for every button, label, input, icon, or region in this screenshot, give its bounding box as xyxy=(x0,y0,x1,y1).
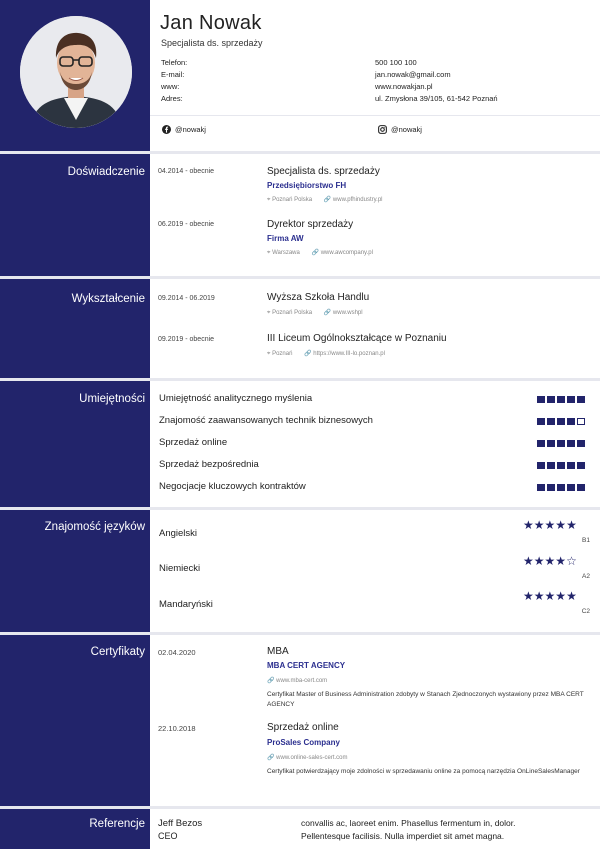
star-filled-icon: ★ xyxy=(533,589,545,603)
language-level: C2 xyxy=(581,608,590,615)
education-title: Wyższa Szkoła Handlu xyxy=(267,292,370,303)
star-filled-icon: ★ xyxy=(544,518,556,532)
section-title-skills: Umiejętności xyxy=(79,393,145,405)
skill-name: Negocjacje kluczowych kontraktów xyxy=(159,481,306,492)
skill-dot-filled xyxy=(557,462,565,469)
location-pin-icon: ⌖ xyxy=(267,351,271,357)
skill-rating xyxy=(537,418,585,425)
skill-dot-filled xyxy=(577,462,585,469)
certificate-issuer: ProSales Company xyxy=(267,738,340,747)
phone-value[interactable]: 500 100 100 xyxy=(375,58,417,67)
skill-dot-filled xyxy=(577,396,585,403)
experience-date: 04.2014 - obecnie xyxy=(158,168,215,175)
skill-dot-filled xyxy=(537,462,545,469)
facebook-handle: @nowakj xyxy=(175,125,206,134)
job-title: Specjalista ds. sprzedaży xyxy=(161,38,263,48)
contact-label: Adres: xyxy=(161,94,183,103)
star-filled-icon: ★ xyxy=(566,518,577,532)
skill-dot-filled xyxy=(537,440,545,447)
profile-photo xyxy=(20,16,132,128)
skill-dot-filled xyxy=(567,440,575,447)
certificate-issuer: MBA CERT AGENCY xyxy=(267,661,346,670)
education-url[interactable]: https://www.III-lo.poznan.pl xyxy=(313,351,385,357)
instagram-handle: @nowakj xyxy=(391,125,422,134)
skill-dot-filled xyxy=(577,484,585,491)
education-date: 09.2014 - 06.2019 xyxy=(158,295,215,302)
star-filled-icon: ★ xyxy=(533,554,545,568)
certificate-title: MBA xyxy=(267,646,289,657)
link-icon: 🔗 xyxy=(323,197,332,203)
section-title-experience: Doświadczenie xyxy=(67,166,145,178)
contact-label: www: xyxy=(161,82,180,91)
education-location: Poznań xyxy=(272,351,293,357)
skill-dot-filled xyxy=(547,484,555,491)
facebook-icon xyxy=(162,125,171,134)
link-icon: 🔗 xyxy=(323,310,332,316)
language-level: A2 xyxy=(582,573,590,580)
star-filled-icon: ★ xyxy=(523,554,534,568)
instagram-link[interactable] xyxy=(378,125,422,134)
education-meta xyxy=(267,350,385,358)
star-filled-icon: ★ xyxy=(523,589,534,603)
skill-dot-filled xyxy=(557,396,565,403)
experience-company: Firma AW xyxy=(267,234,304,243)
reference-text-line-2: Pellentesque facilisis. Nulla imperdiet sit amet magna. xyxy=(301,831,505,841)
contact-label: E-mail: xyxy=(161,70,185,79)
experience-title: Dyrektor sprzedaży xyxy=(267,219,354,230)
experience-meta xyxy=(267,249,373,257)
experience-url[interactable]: www.pfhindustry.pl xyxy=(332,197,383,203)
skill-dot-filled xyxy=(547,440,555,447)
star-filled-icon: ★ xyxy=(523,518,534,532)
language-name: Mandaryński xyxy=(159,599,213,610)
star-filled-icon: ★ xyxy=(566,589,577,603)
language-stars xyxy=(523,518,577,532)
education-date: 09.2019 - obecnie xyxy=(158,336,215,343)
experience-title: Specjalista ds. sprzedaży xyxy=(267,166,380,177)
link-icon: 🔗 xyxy=(304,351,312,357)
certificate-url[interactable]: www.mba-cert.com xyxy=(276,678,328,684)
skill-name: Sprzedaż online xyxy=(159,437,228,448)
skill-dot-filled xyxy=(567,484,575,491)
section-title-languages: Znajomość języków xyxy=(44,521,145,533)
divider xyxy=(0,276,600,279)
certificate-date: 02.04.2020 xyxy=(158,648,196,657)
instagram-icon xyxy=(378,125,387,134)
link-icon: 🔗 xyxy=(267,755,275,761)
skill-rating xyxy=(537,462,585,469)
education-title: III Liceum Ogólnokształcące w Poznaniu xyxy=(267,333,447,344)
star-filled-icon: ★ xyxy=(555,518,567,532)
certificate-meta xyxy=(267,677,327,684)
star-empty-icon: ☆ xyxy=(566,554,577,568)
person-name: Jan Nowak xyxy=(160,12,262,34)
skill-dot-filled xyxy=(547,396,555,403)
experience-location: Poznań Polska xyxy=(272,197,313,203)
divider xyxy=(0,378,600,381)
certificate-meta xyxy=(267,754,348,761)
skill-name: Umiejętność analitycznego myślenia xyxy=(159,393,313,404)
section-title-certificates: Certyfikaty xyxy=(90,646,145,658)
skill-dot-filled xyxy=(537,484,545,491)
language-stars xyxy=(523,589,577,603)
star-filled-icon: ★ xyxy=(544,554,556,568)
website-value[interactable]: www.nowakjan.pl xyxy=(375,82,433,91)
skill-dot-empty xyxy=(577,418,585,425)
certificate-url[interactable]: www.online-sales-cert.com xyxy=(276,755,348,761)
address-value: ul. Zmysłona 39/105, 61-542 Poznań xyxy=(375,94,498,103)
certificate-date: 22.10.2018 xyxy=(158,724,196,733)
language-stars xyxy=(523,554,577,568)
skill-dot-filled xyxy=(537,418,545,425)
certificate-description: Certyfikat potwierdzający moje zdolności w sprzedawaniu online za pomocą narzędzia OnLineSalesManager xyxy=(267,768,580,775)
skill-dot-filled xyxy=(577,440,585,447)
experience-meta xyxy=(267,196,383,204)
divider xyxy=(0,806,600,809)
certificate-description: Certyfikat Master of Business Administration zdobyty w Stanach Zjednoczonych wystawiony przez MBA CERT AGENCY xyxy=(267,691,584,708)
language-name: Niemiecki xyxy=(159,563,201,574)
divider xyxy=(150,115,600,116)
facebook-link[interactable] xyxy=(162,125,206,134)
skill-dot-filled xyxy=(567,462,575,469)
skill-dot-filled xyxy=(567,418,575,425)
divider xyxy=(0,507,600,510)
skill-dot-filled xyxy=(557,440,565,447)
star-filled-icon: ★ xyxy=(555,589,567,603)
link-icon: 🔗 xyxy=(267,678,275,684)
reference-name: Jeff Bezos xyxy=(158,818,203,829)
language-level: B1 xyxy=(582,537,590,544)
skill-rating xyxy=(537,484,585,491)
skill-name: Znajomość zaawansowanych technik biznesowych xyxy=(159,415,373,426)
experience-date: 06.2019 - obecnie xyxy=(158,221,215,228)
skill-name: Sprzedaż bezpośrednia xyxy=(159,459,259,470)
skill-dot-filled xyxy=(557,484,565,491)
avatar xyxy=(20,16,132,128)
skill-rating xyxy=(537,396,585,403)
section-title-education: Wykształcenie xyxy=(71,293,145,305)
skill-dot-filled xyxy=(537,396,545,403)
education-location: Poznań Polska xyxy=(272,310,313,316)
skill-dot-filled xyxy=(557,418,565,425)
language-name: Angielski xyxy=(159,528,198,539)
star-filled-icon: ★ xyxy=(544,589,556,603)
section-title-references: Referencje xyxy=(89,818,145,830)
divider xyxy=(0,151,600,154)
education-meta xyxy=(267,309,363,317)
skill-rating xyxy=(537,440,585,447)
experience-url[interactable]: www.awcompany.pl xyxy=(320,250,373,256)
education-url[interactable]: www.wshpl xyxy=(332,310,363,316)
email-value[interactable]: jan.nowak@gmail.com xyxy=(375,70,451,79)
contact-label: Telefon: xyxy=(161,58,188,67)
reference-position: CEO xyxy=(158,831,178,841)
certificate-title: Sprzedaż online xyxy=(267,722,339,733)
link-icon: 🔗 xyxy=(311,250,320,256)
location-pin-icon: ⌖ xyxy=(267,250,271,256)
skill-dot-filled xyxy=(547,418,555,425)
skill-dot-filled xyxy=(567,396,575,403)
location-pin-icon: ⌖ xyxy=(267,310,271,316)
divider xyxy=(0,632,600,635)
star-filled-icon: ★ xyxy=(533,518,545,532)
location-pin-icon: ⌖ xyxy=(267,197,271,203)
skill-dot-filled xyxy=(547,462,555,469)
star-filled-icon: ★ xyxy=(555,554,567,568)
experience-location: Warszawa xyxy=(272,250,300,256)
reference-text-line-1: convallis ac, laoreet enim. Phasellus fermentum in, dolor. xyxy=(301,818,516,828)
experience-company: Przedsiębiorstwo FH xyxy=(267,181,347,190)
